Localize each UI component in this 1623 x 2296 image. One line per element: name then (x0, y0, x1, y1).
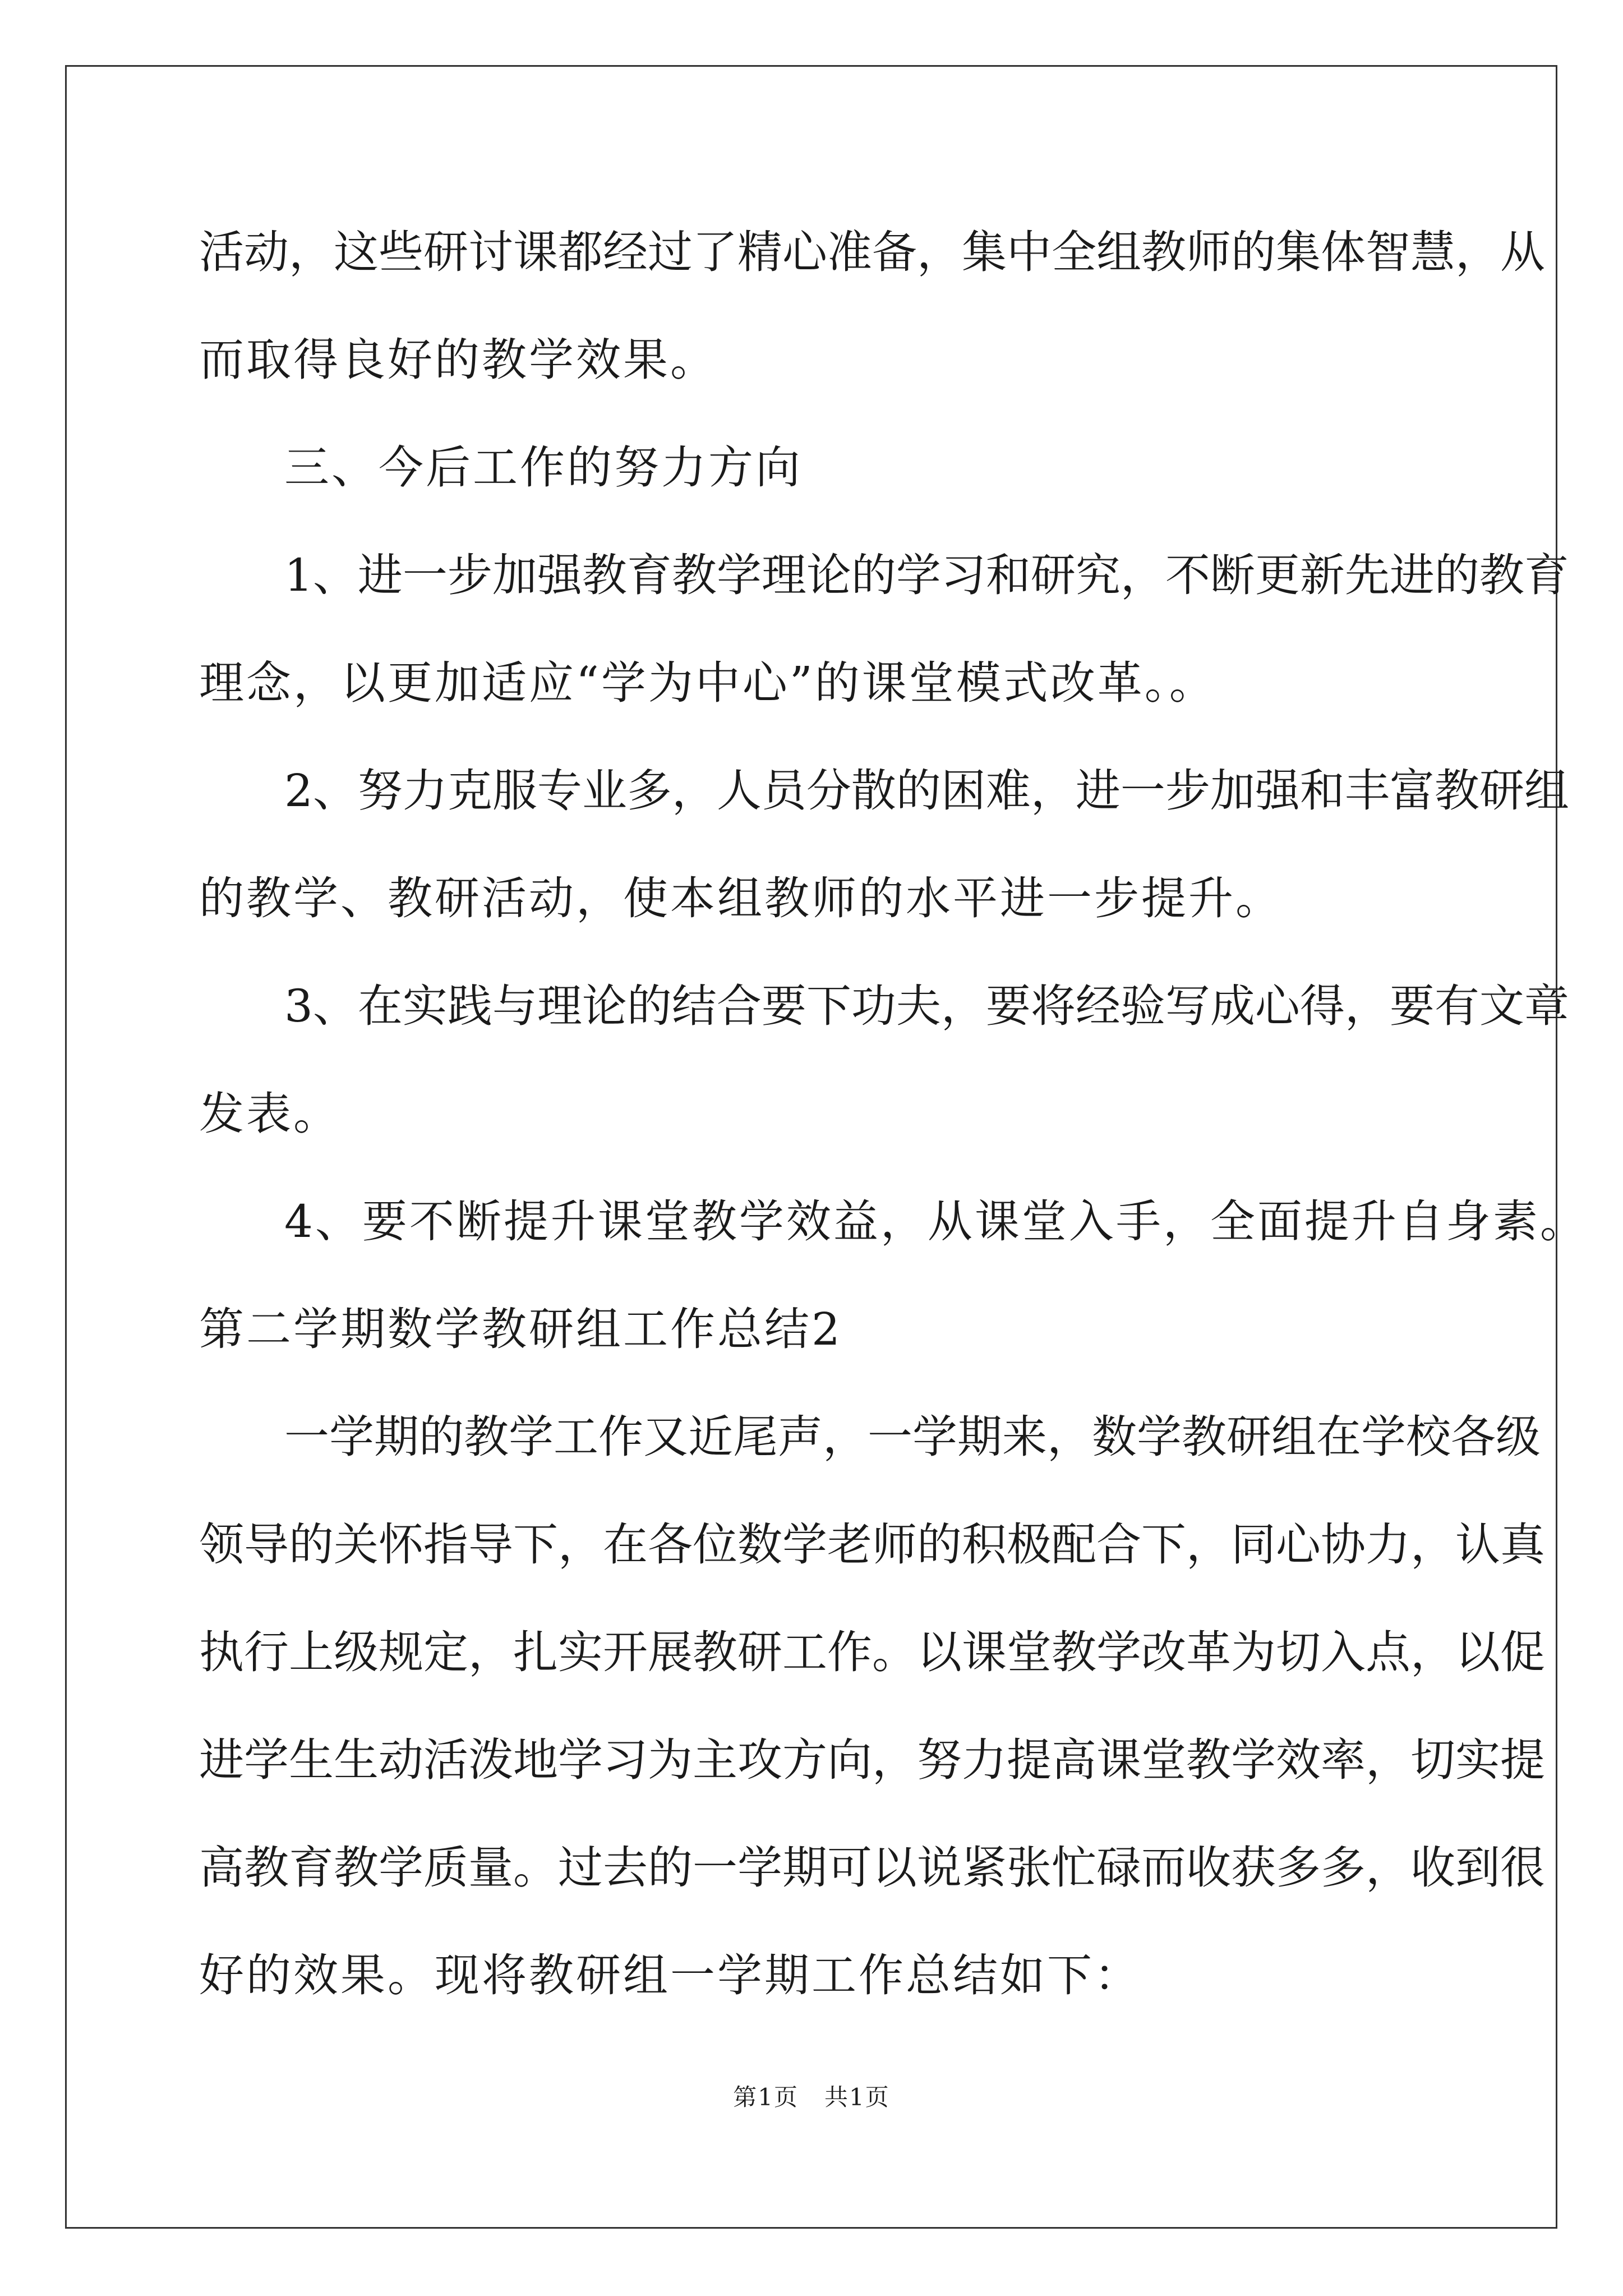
page-total: 共1页 (824, 2083, 890, 2111)
paragraph-line: 领导的关怀指导下，在各位数学老师的积极配合下，同心协力，认真 (199, 1519, 1545, 1571)
section-heading: 三、今后工作的努力方向 (284, 441, 803, 494)
list-item-line: 4、要不断提升课堂教学效益，从课堂入手，全面提升自身素。 (284, 1195, 1587, 1248)
list-item-line: 2、努力克服专业多，人员分散的困难，进一步加强和丰富教研组 (284, 765, 1569, 817)
list-item-line: 的教学、教研活动，使本组教师的水平进一步提升。 (199, 872, 1283, 924)
paragraph-line: 而取得良好的教学效果。 (199, 334, 717, 386)
paragraph-line: 活动，这些研讨课都经过了精心准备，集中全组教师的集体智慧，从 (199, 226, 1545, 278)
paragraph-line: 高教育教学质量。过去的一学期可以说紧张忙碌而收获多多，收到很 (199, 1842, 1545, 1894)
paragraph-line: 进学生生动活泼地学习为主攻方向，努力提高课堂教学效率，切实提 (199, 1734, 1545, 1786)
list-item-line: 发表。 (199, 1088, 340, 1140)
page-number: 第1页 (733, 2083, 799, 2111)
list-item-line: 3、在实践与理论的结合要下功夫，要将经验写成心得，要有文章 (284, 980, 1569, 1032)
page-footer (0, 2079, 1623, 2113)
document-body (199, 210, 1587, 2041)
document-title: 第二学期数学教研组工作总结2 (199, 1303, 842, 1355)
list-item-line: 理念，以更加适应“学为中心”的课堂模式改革。。 (199, 657, 1216, 709)
paragraph-line: 执行上级规定，扎实开展教研工作。以课堂教学改革为切入点，以促 (199, 1626, 1545, 1678)
paragraph-line: 一学期的教学工作又近尾声，一学期来，数学教研组在学校各级 (284, 1411, 1541, 1463)
list-item-line: 1、进一步加强教育教学理论的学习和研究，不断更新先进的教育 (284, 549, 1569, 601)
paragraph-line: 好的效果。现将教研组一学期工作总结如下： (199, 1949, 1141, 2001)
